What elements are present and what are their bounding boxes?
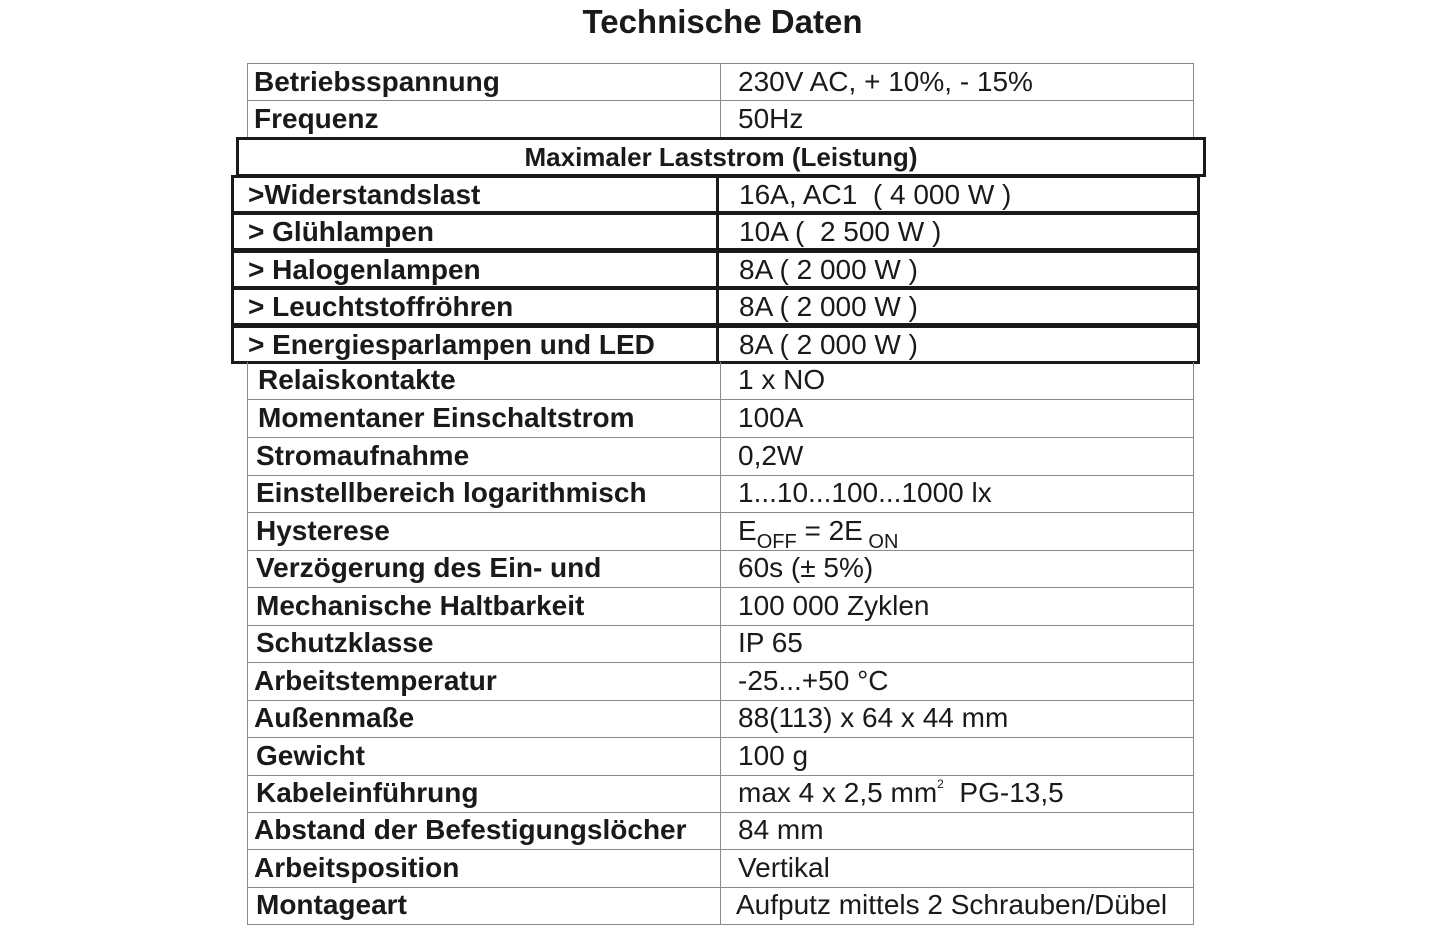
row-label: Außenmaße [254,702,415,733]
load-row [231,287,1200,326]
row-value [738,775,1064,811]
row-value [738,513,899,553]
row-value: 100 g [738,740,809,771]
table-row [247,738,1194,776]
column-divider [720,64,721,101]
table-row [247,812,1194,850]
row-label: Arbeitstemperatur [254,665,497,696]
row-label: Gewicht [256,740,365,771]
row-value: -25...+50 °C [738,665,889,696]
row-value: 10A ( 2 500 W ) [739,216,942,247]
row-value: 1...10...100...1000 lx [738,477,992,508]
column-divider [720,887,721,924]
column-divider [720,588,721,625]
column-divider [720,362,721,399]
column-divider [716,290,719,323]
row-value: 1 x NO [738,364,826,395]
row-label: > Energiesparlampen und LED [248,329,655,360]
table-row [247,362,1194,400]
kabel-pre: max 4 x 2,5 mm [738,777,938,808]
row-label: Frequenz [254,103,379,134]
table-row [247,475,1194,513]
row-label: Momentaner Einschaltstrom [258,402,635,433]
hysterese-e: E [738,515,757,546]
table-row [247,101,1194,139]
kabel-sup: 2 [937,777,944,791]
column-divider [720,550,721,587]
table-row [247,663,1194,701]
table-row [247,775,1194,813]
row-label: Kabeleinführung [256,777,479,808]
hysterese-sub-off: OFF [756,531,797,553]
row-value: IP 65 [738,627,803,658]
kabel-post: PG-13,5 [943,777,1064,808]
column-divider [720,812,721,849]
table-row [247,700,1194,738]
row-value: 16A, AC1 ( 4 000 W ) [739,179,1012,210]
column-divider [720,625,721,662]
row-value: 230V AC, + 10%, - 15% [738,66,1033,97]
row-label: > Glühlampen [248,216,434,247]
column-divider [720,738,721,775]
row-label: Arbeitsposition [254,852,460,883]
column-divider [720,700,721,737]
row-label: Abstand der Befestigungslöcher [254,814,687,845]
row-label: Hysterese [256,515,390,546]
column-divider [720,101,721,138]
table-row [247,625,1194,663]
load-row [231,212,1200,251]
row-value: 50Hz [738,103,804,134]
row-value: Vertikal [738,852,830,883]
row-value: 60s (± 5%) [738,552,874,583]
load-row [231,325,1200,364]
row-label: Stromaufnahme [256,440,470,471]
row-label: Montageart [256,889,407,920]
page-title: Technische Daten [582,3,863,40]
table-row [247,63,1194,101]
row-value: 8A ( 2 000 W ) [739,329,918,360]
column-divider [716,178,719,211]
row-value: 0,2W [738,440,804,471]
column-divider [720,513,721,550]
row-value: 100 000 Zyklen [738,590,930,621]
table-row [247,887,1194,925]
column-divider [720,663,721,700]
table-row [247,850,1194,888]
column-divider [716,328,719,361]
column-divider [720,438,721,475]
column-divider [720,850,721,887]
hysterese-mid: = 2E [796,515,863,546]
row-label: >Widerstandslast [248,179,481,210]
row-value: Aufputz mittels 2 Schrauben/Dübel [736,889,1168,920]
row-label: Mechanische Haltbarkeit [256,590,585,621]
hysterese-sub-on: ON [862,531,899,553]
row-label: Einstellbereich logarithmisch [256,477,647,508]
table-row [247,438,1194,476]
table-row [247,513,1194,551]
column-divider [720,775,721,812]
row-label: Schutzklasse [256,627,434,658]
row-label: > Leuchtstoffröhren [248,291,514,322]
row-value: 8A ( 2 000 W ) [739,291,918,322]
row-label: Betriebsspannung [254,66,500,97]
row-label: Relaiskontakte [258,364,456,395]
load-row [231,175,1200,214]
row-value: 100A [738,402,804,433]
row-value: 8A ( 2 000 W ) [739,254,918,285]
column-divider [720,475,721,512]
table-row [247,400,1194,438]
column-divider [716,253,719,286]
table-row [247,550,1194,588]
column-divider [720,400,721,437]
row-value: 88(113) x 64 x 44 mm [738,702,1009,733]
table-row [247,588,1194,626]
row-value: 84 mm [738,814,824,845]
row-label: Verzögerung des Ein- und [256,552,602,583]
row-label: > Halogenlampen [248,254,481,285]
column-divider [716,215,719,248]
load-row [231,250,1200,289]
load-section-header: Maximaler Laststrom (Leistung) [236,137,1206,177]
